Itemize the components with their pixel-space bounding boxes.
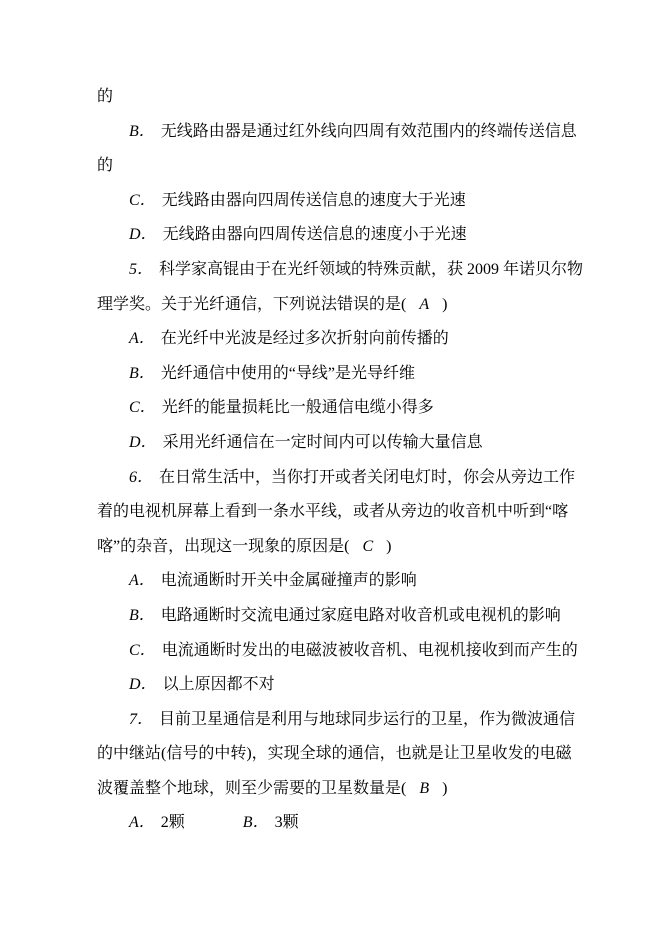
- option-marker: C．: [129, 641, 156, 659]
- question-7-stem-line: [97, 703, 587, 738]
- option-marker: B．: [129, 364, 155, 382]
- option-line-b: [97, 115, 587, 150]
- option-text: 3颗: [274, 814, 299, 832]
- option-text: 电流通断时发出的电磁波被收音机、电视机接收到而产生的: [161, 641, 578, 659]
- answer-letter: C: [362, 537, 374, 555]
- option-text: 采用光纤通信在一定时间内可以传输大量信息: [162, 433, 483, 451]
- wrapped-text-line: [97, 80, 587, 115]
- option-marker: D．: [129, 226, 157, 244]
- answer-letter: A: [419, 295, 430, 313]
- options-row: [97, 806, 587, 841]
- line-text: 的: [97, 88, 114, 105]
- option-line-c: [97, 634, 587, 669]
- option-line-c: [97, 391, 587, 426]
- option-text: 光纤通信中使用的“导线”是光导纤维: [160, 364, 415, 382]
- option-text: 电路通断时交流电通过家庭电路对收音机或电视机的影响: [160, 606, 561, 624]
- option-line-d: [97, 218, 587, 253]
- question-text: ): [386, 537, 392, 555]
- question-7-stem-wrap-line: [97, 737, 587, 772]
- option-marker: A．: [129, 572, 155, 590]
- option-text: 光纤的能量损耗比一般通信电缆小得多: [161, 399, 434, 417]
- option-line-b: [97, 357, 587, 392]
- option-marker: D．: [129, 433, 157, 451]
- question-6-stem-wrap-line: [97, 530, 587, 565]
- question-text: 理学奖。关于光纤通信，下列说法错误的是(: [97, 295, 407, 313]
- question-text: 喀”的杂音，出现这一现象的原因是(: [97, 537, 350, 555]
- option-text: 以上原因都不对: [162, 676, 275, 694]
- wrapped-text-line: [97, 149, 587, 184]
- question-text: 目前卫星通信是利用与地球同步运行的卫星，作为微波通信: [159, 710, 576, 728]
- question-text: 在日常生活中，当你打开或者关闭电灯时，你会从旁边工作: [159, 468, 576, 486]
- question-6-stem-line: [97, 461, 587, 496]
- question-number: 7．: [129, 710, 154, 728]
- option-marker: B．: [129, 606, 155, 624]
- option-marker: B．: [129, 122, 155, 140]
- option-marker: D．: [129, 676, 157, 694]
- option-line-b: [97, 599, 587, 634]
- answer-letter: B: [419, 779, 430, 797]
- question-5-stem-line: [97, 253, 587, 288]
- option-text: 2颗: [160, 814, 185, 832]
- option-line-d: [97, 668, 587, 703]
- option-marker: A．: [129, 814, 155, 832]
- option-line-d: [97, 426, 587, 461]
- question-text: ): [442, 779, 448, 797]
- question-text: 着的电视机屏幕上看到一条水平线，或者从旁边的收音机中听到“喀: [97, 503, 569, 521]
- option-marker: A．: [129, 330, 155, 348]
- question-7-stem-wrap-line: [97, 772, 587, 807]
- option-line-a: [97, 564, 587, 599]
- option-text: 无线路由器是通过红外线向四周有效范围内的终端传送信息: [160, 122, 577, 140]
- question-text: 科学家高锟由于在光纤领域的特殊贡献，获 2009 年诺贝尔物: [159, 260, 584, 278]
- question-text: 波覆盖整个地球，则至少需要的卫星数量是(: [97, 779, 407, 797]
- option-text: 在光纤中光波是经过多次折射向前传播的: [160, 330, 449, 348]
- option-text: 无线路由器向四周传送信息的速度小于光速: [162, 226, 467, 244]
- question-text: 的中继站(信号的中转)，实现全球的通信，也就是让卫星收发的电磁: [97, 745, 572, 763]
- line-text: 的: [97, 157, 114, 175]
- option-line-a: [97, 322, 587, 357]
- question-number: 5．: [129, 260, 154, 278]
- question-text: ): [442, 295, 448, 313]
- option-text: 电流通断时开关中金属碰撞声的影响: [160, 572, 417, 590]
- worksheet-page: [97, 80, 587, 841]
- option-marker: C．: [129, 191, 156, 209]
- question-number: 6．: [129, 468, 154, 486]
- option-line-c: [97, 184, 587, 219]
- question-5-stem-wrap-line: [97, 288, 587, 323]
- question-6-stem-wrap-line: [97, 495, 587, 530]
- option-text: 无线路由器向四周传送信息的速度大于光速: [161, 191, 466, 209]
- option-marker: B．: [242, 814, 269, 832]
- option-marker: C．: [129, 399, 156, 417]
